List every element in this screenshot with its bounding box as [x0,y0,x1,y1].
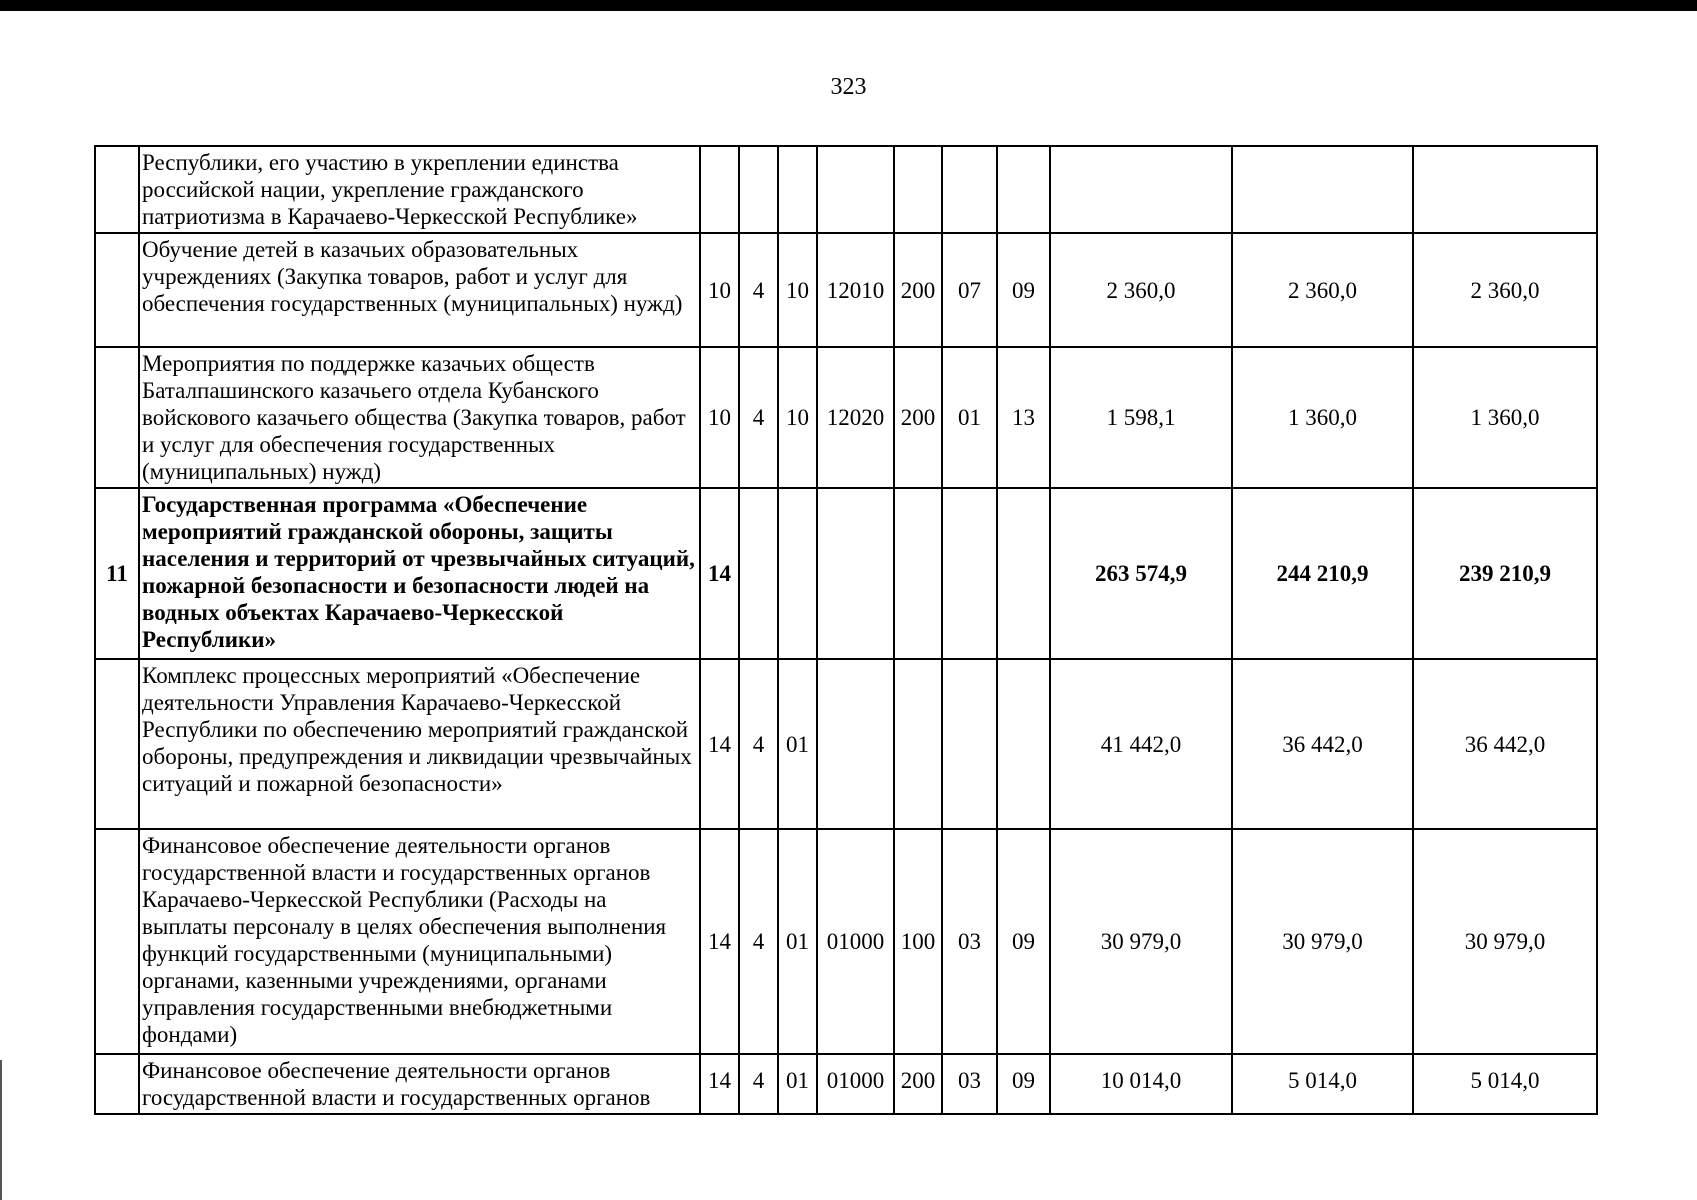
code-section [942,146,997,233]
scan-edge-mark [0,1060,2,1200]
row-name: Комплекс процессных мероприятий «Обеспечение деятельности Управления Карачаево-Черкесской Республики по обеспечению мероприятий гражданской обороны, предупреждения и ликвидации чрезвычайных ситуаций и пожарной безопасности» [139,659,700,829]
row-name: Обучение детей в казачьих образовательных учреждениях (Закупка товаров, работ и услуг для обеспечения государственных (муниципальных) нужд) [139,233,700,347]
amount-year-2: 36 442,0 [1232,659,1413,829]
amount-year-1 [1050,146,1232,233]
code-vr [894,146,942,233]
code-direction: 01000 [817,829,894,1054]
table-row [95,1054,1597,1114]
table-row [95,659,1597,829]
row-name: Финансовое обеспечение деятельности органов государственной власти и государственных органов Карачаево-Черкесской Республики (Расходы на выплаты персоналу в целях обеспечения выполнения функций государственными (муниципальными) органами, казенными учреждениями, органами управления государственными внебюджетными фондами) [139,829,700,1054]
code-sub: 01 [778,1054,817,1114]
amount-year-1: 41 442,0 [1050,659,1232,829]
code-section [942,659,997,829]
code-subsection [997,146,1050,233]
code-type: 4 [739,1054,778,1114]
row-name: Финансовое обеспечение деятельности органов государственной власти и государственных органов [139,1054,700,1114]
budget-table [94,145,1598,1115]
row-number [95,146,139,233]
amount-year-2: 1 360,0 [1232,347,1413,488]
code-sub: 10 [778,347,817,488]
amount-year-2 [1232,146,1413,233]
code-vr [894,488,942,659]
code-sub [778,146,817,233]
code-subsection: 09 [997,829,1050,1054]
code-direction: 12010 [817,233,894,347]
table-row [95,233,1597,347]
code-type [739,488,778,659]
code-vr: 100 [894,829,942,1054]
row-number [95,1054,139,1114]
code-subsection [997,488,1050,659]
row-number [95,659,139,829]
row-number [95,347,139,488]
row-name: Мероприятия по поддержке казачьих обществ Баталпашинского казачьего отдела Кубанского войскового казачьего общества (Закупка товаров, работ и услуг для обеспечения государственных (муниципальных) нужд) [139,347,700,488]
code-gp: 14 [700,488,739,659]
code-direction: 01000 [817,1054,894,1114]
code-direction [817,659,894,829]
table-row [95,488,1597,659]
amount-year-3 [1413,146,1597,233]
table-row [95,347,1597,488]
code-gp [700,146,739,233]
amount-year-2: 244 210,9 [1232,488,1413,659]
row-number: 11 [95,488,139,659]
table-row [95,146,1597,233]
row-name: Республики, его участию в укреплении единства российской нации, укрепление гражданского патриотизма в Карачаево-Черкесской Республике» [139,146,700,233]
code-section: 03 [942,829,997,1054]
code-direction: 12020 [817,347,894,488]
code-sub: 01 [778,659,817,829]
code-section [942,488,997,659]
code-type: 4 [739,347,778,488]
amount-year-3: 30 979,0 [1413,829,1597,1054]
code-gp: 10 [700,347,739,488]
code-gp: 10 [700,233,739,347]
code-subsection: 13 [997,347,1050,488]
amount-year-1: 2 360,0 [1050,233,1232,347]
code-gp: 14 [700,1054,739,1114]
amount-year-1: 10 014,0 [1050,1054,1232,1114]
code-sub: 10 [778,233,817,347]
code-section: 03 [942,1054,997,1114]
code-direction [817,146,894,233]
code-vr: 200 [894,233,942,347]
code-type: 4 [739,829,778,1054]
code-direction [817,488,894,659]
amount-year-1: 263 574,9 [1050,488,1232,659]
amount-year-3: 1 360,0 [1413,347,1597,488]
amount-year-3: 2 360,0 [1413,233,1597,347]
code-vr: 200 [894,347,942,488]
row-number [95,829,139,1054]
code-type: 4 [739,233,778,347]
row-number [95,233,139,347]
code-section: 07 [942,233,997,347]
amount-year-2: 5 014,0 [1232,1054,1413,1114]
code-type: 4 [739,659,778,829]
code-section: 01 [942,347,997,488]
code-sub: 01 [778,829,817,1054]
amount-year-3: 239 210,9 [1413,488,1597,659]
code-sub [778,488,817,659]
page-number: 323 [830,74,867,100]
code-type [739,146,778,233]
amount-year-1: 30 979,0 [1050,829,1232,1054]
table-row [95,829,1597,1054]
amount-year-3: 5 014,0 [1413,1054,1597,1114]
amount-year-2: 30 979,0 [1232,829,1413,1054]
amount-year-3: 36 442,0 [1413,659,1597,829]
scan-top-border [0,0,1697,11]
code-subsection: 09 [997,233,1050,347]
code-subsection [997,659,1050,829]
code-vr: 200 [894,1054,942,1114]
amount-year-2: 2 360,0 [1232,233,1413,347]
amount-year-1: 1 598,1 [1050,347,1232,488]
code-gp: 14 [700,659,739,829]
code-gp: 14 [700,829,739,1054]
code-subsection: 09 [997,1054,1050,1114]
code-vr [894,659,942,829]
row-name: Государственная программа «Обеспечение мероприятий гражданской обороны, защиты населения и территорий от чрезвычайных ситуаций, пожарной безопасности и безопасности людей на водных объектах Карачаево-Черкесской Республики» [139,488,700,659]
